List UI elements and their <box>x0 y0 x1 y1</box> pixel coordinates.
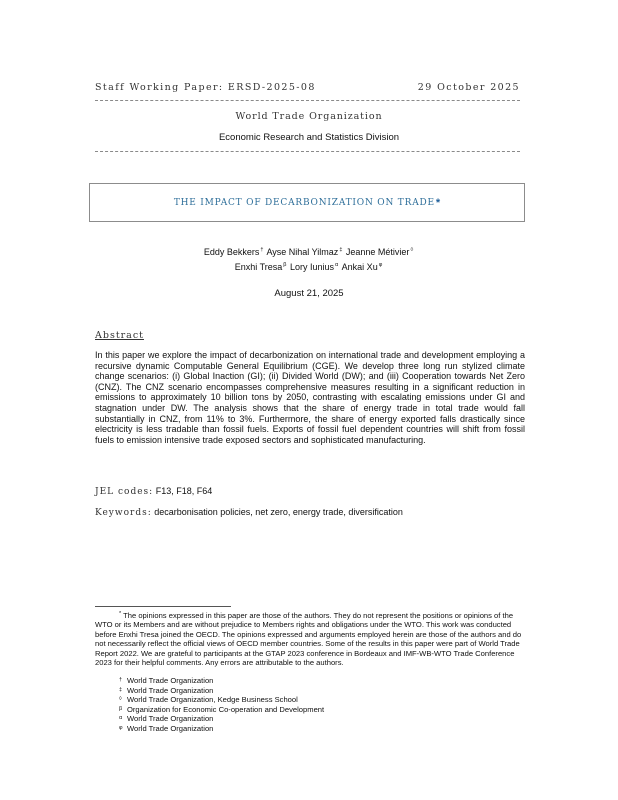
author-name: Jeanne Métivier <box>345 247 410 257</box>
keywords-value: decarbonisation policies, net zero, energy trade, diversification <box>154 507 403 517</box>
title-footnote-mark: * <box>435 196 441 209</box>
footnote-mark: ◊ <box>119 696 122 702</box>
footnote-item <box>119 724 324 734</box>
header-divider-bottom <box>95 151 520 152</box>
abstract-text: In this paper we explore the impact of decarbonization on international trade and development employing a recursive dynamic Computable General Equilibrium (CGE). We develop three long run stylized climate change scenarios: (i) Global Inaction (GI); (ii) Divided World (DW); and (iii) Cooperation towards Net Zero (CNZ). The CNZ scenario encompasses comprehensive measures resulting in a significant reduction in emissions to approximately 10 billion tons by 2050, contrasting with escalating emissions under GI and stagnation under DW. The analysis shows that the share of energy trade in total trade would fall substantially in CNZ, from 11% to 3%. Furthermore, the share of energy exported falls drastically since electricity is less tradable than fossil fuels. Exports of fossil fuel dependent countries will shift from fossil fuels to emission intensive trade exposed sectors and sophisticated manufacturing. <box>95 350 525 445</box>
author-name: Ayse Nihal Yilmaz <box>266 247 339 257</box>
footnote-item <box>119 686 324 696</box>
footnote-affiliation: Organization for Economic Co-operation and Development <box>127 704 325 714</box>
title-box <box>89 183 525 222</box>
footnote-affiliation: World Trade Organization <box>127 714 214 723</box>
division-name: Economic Research and Statistics Division <box>218 132 400 143</box>
footnote-main-text: The opinions expressed in this paper are those of the authors. They do not represent the positions or opinions of the WTO or its Members and are without prejudice to Members rights and obligations under the WTO. This work was conducted before Enxhi Tresa joined the OECD. The opinions expressed and arguments employed herein are those of the authors and do not necessarily reflect the official views of OECD member countries. Some of the results in this paper were part of World Trade Report 2022. We are grateful to participants at the GTAP 2023 conference in Bordeaux and IMF-WB-WTO Trade Conference 2023 for their helpful comments. Any errors are attributable to the authors. <box>95 611 522 668</box>
organization-name: World Trade Organization <box>235 111 383 122</box>
footnote-item <box>119 676 324 686</box>
footnote-mark: β <box>119 705 123 712</box>
footnote-affiliation: World Trade Organization <box>127 676 214 685</box>
jel-label: JEL codes: <box>95 487 154 497</box>
abstract-heading: Abstract <box>95 330 144 341</box>
author-name: Lory Iunius <box>289 261 334 272</box>
footnote-mark: † <box>119 677 123 683</box>
footnote-rule <box>95 606 231 607</box>
author-mark: † <box>260 247 264 253</box>
affiliation-footnotes <box>119 676 324 733</box>
footnote-main-mark: * <box>119 611 122 617</box>
author-name: Ankai Xu <box>341 261 378 272</box>
page-header <box>95 80 520 94</box>
footnote-mark: ‡ <box>119 686 123 693</box>
author-mark: ‡ <box>339 247 343 253</box>
jel-value: F13, F18, F64 <box>155 486 213 496</box>
author-line-2 <box>0 259 618 274</box>
author-mark: φ <box>378 261 383 268</box>
footnote-item <box>119 714 324 724</box>
author-name: Enxhi Tresa <box>234 261 283 272</box>
working-paper-series: Staff Working Paper: ERSD-2025-08 <box>95 81 316 93</box>
author-list <box>0 244 618 273</box>
jel-codes <box>95 486 212 497</box>
footnote-mark: φ <box>119 724 123 731</box>
header-date: 29 October 2025 <box>417 81 520 93</box>
paper-title: THE IMPACT OF DECARBONIZATION ON TRADE <box>173 197 435 208</box>
author-line-1 <box>0 244 618 259</box>
footnote-affiliation: World Trade Organization <box>127 685 214 695</box>
publication-date: August 21, 2025 <box>274 288 344 299</box>
author-mark: α <box>334 261 339 268</box>
header-divider-top <box>95 100 520 101</box>
footnote-main <box>95 610 525 667</box>
footnote-item <box>119 705 324 715</box>
footnote-item <box>119 695 324 705</box>
keywords-label: Keywords: <box>95 508 152 518</box>
keywords <box>95 507 403 518</box>
footnote-affiliation: World Trade Organization, Kedge Business School <box>127 695 298 704</box>
author-mark: ◊ <box>410 247 414 253</box>
author-name: Eddy Bekkers <box>203 247 260 257</box>
footnote-affiliation: World Trade Organization <box>127 723 214 733</box>
author-mark: β <box>283 261 287 268</box>
footnote-mark: α <box>119 715 123 721</box>
